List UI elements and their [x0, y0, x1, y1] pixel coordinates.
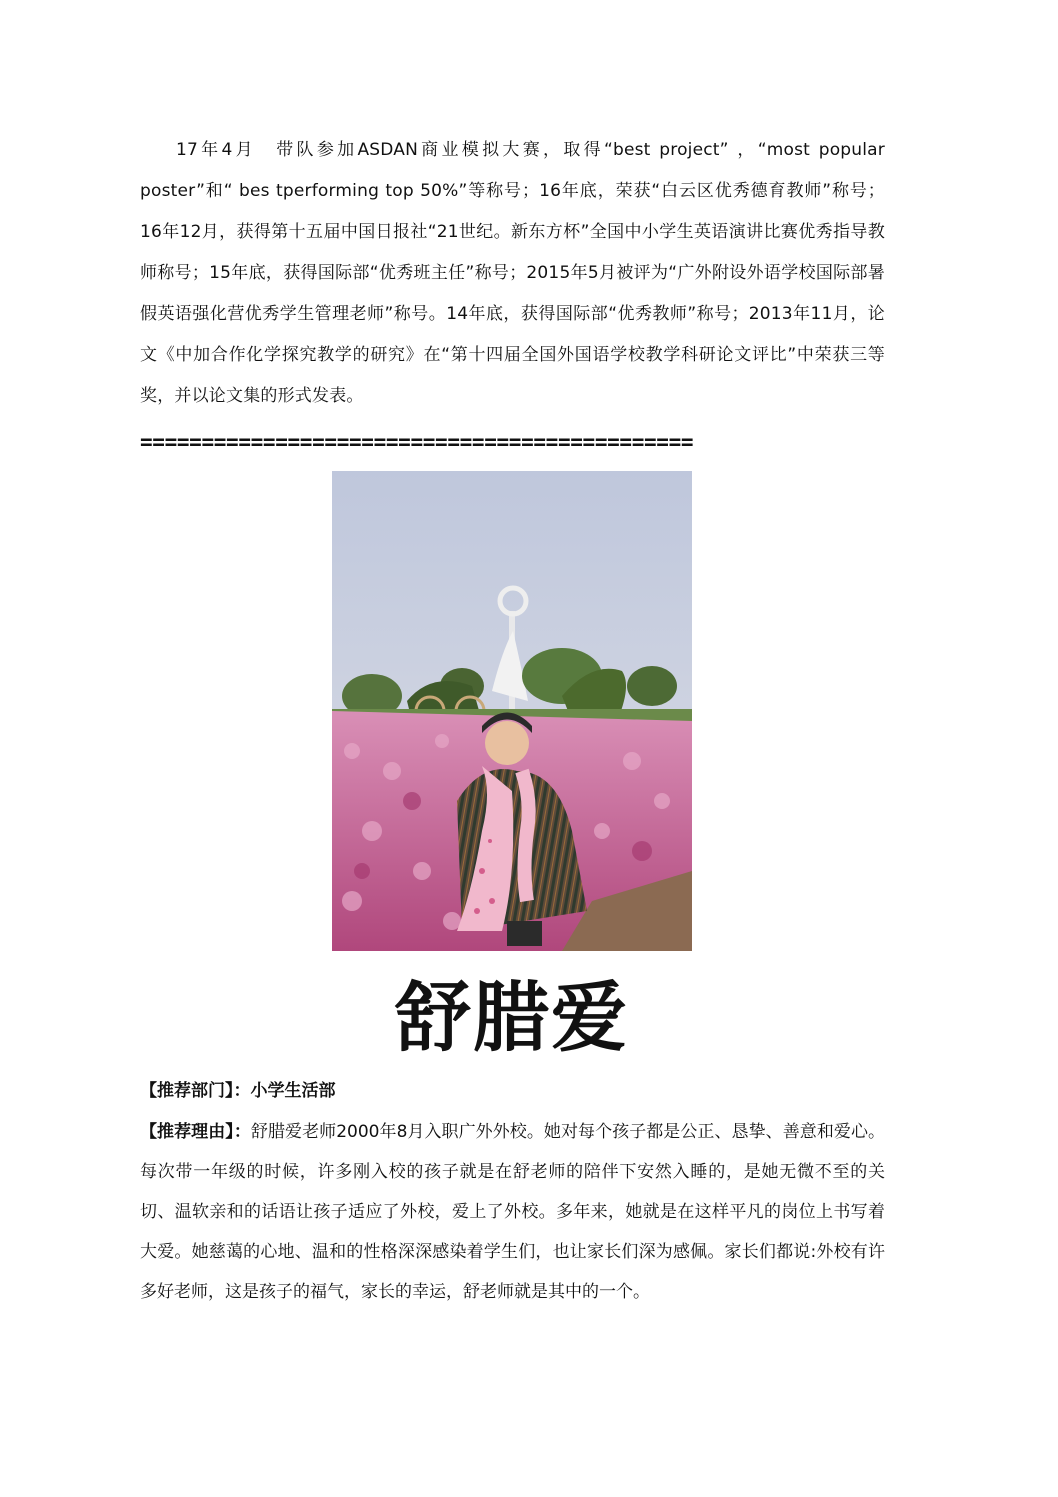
recommend-reason-paragraph: [140, 1112, 885, 1312]
teacher-photo: [332, 471, 692, 951]
recommend-department-line: [140, 1073, 336, 1109]
department-label: 【推荐部门】：: [140, 1081, 251, 1101]
previous-achievements-paragraph: 17年4月 带队参加ASDAN商业模拟大赛，取得“best project” ，“most popular poster”和“ bes tperforming top 50%”等称号；16年底，荣获“白云区优秀德育教师”称号；16年12月，获得第十五届中国日报社“21世纪。新东方杯”全国中小学生英语演讲比赛优秀指导教师称号；15年底，获得国际部“优秀班主任”称号；2015年5月被评为“广外附设外语学校国际部暑假英语强化营优秀学生管理老师”称号。14年底，获得国际部“优秀教师”称号；2013年11月，论文《中加合作化学探究教学的研究》在“第十四届全国外国语学校教学科研论文评比”中荣获三等奖，并以论文集的形式发表。: [140, 140, 885, 406]
teacher-name: 舒腊爱: [395, 973, 629, 1062]
reason-label: 【推荐理由】：: [140, 1122, 251, 1142]
section-separator: =============================================: [140, 430, 694, 454]
reason-text: 舒腊爱老师2000年8月入职广外外校。她对每个孩子都是公正、恳挚、善意和爱心。每次带一年级的时候，许多刚入校的孩子就是在舒老师的陪伴下安然入睡的，是她无微不至的关切、温软亲和的话语让孩子适应了外校，爱上了外校。多年来，她就是在这样平凡的岗位上书写着大爱。她慈蔼的心地、温和的性格深深感染着学生们，也让家长们深为感佩。家长们都说:外校有许多好老师，这是孩子的福气，家长的幸运，舒老师就是其中的一个。: [140, 1122, 886, 1302]
department-value: 小学生活部: [250, 1081, 336, 1101]
